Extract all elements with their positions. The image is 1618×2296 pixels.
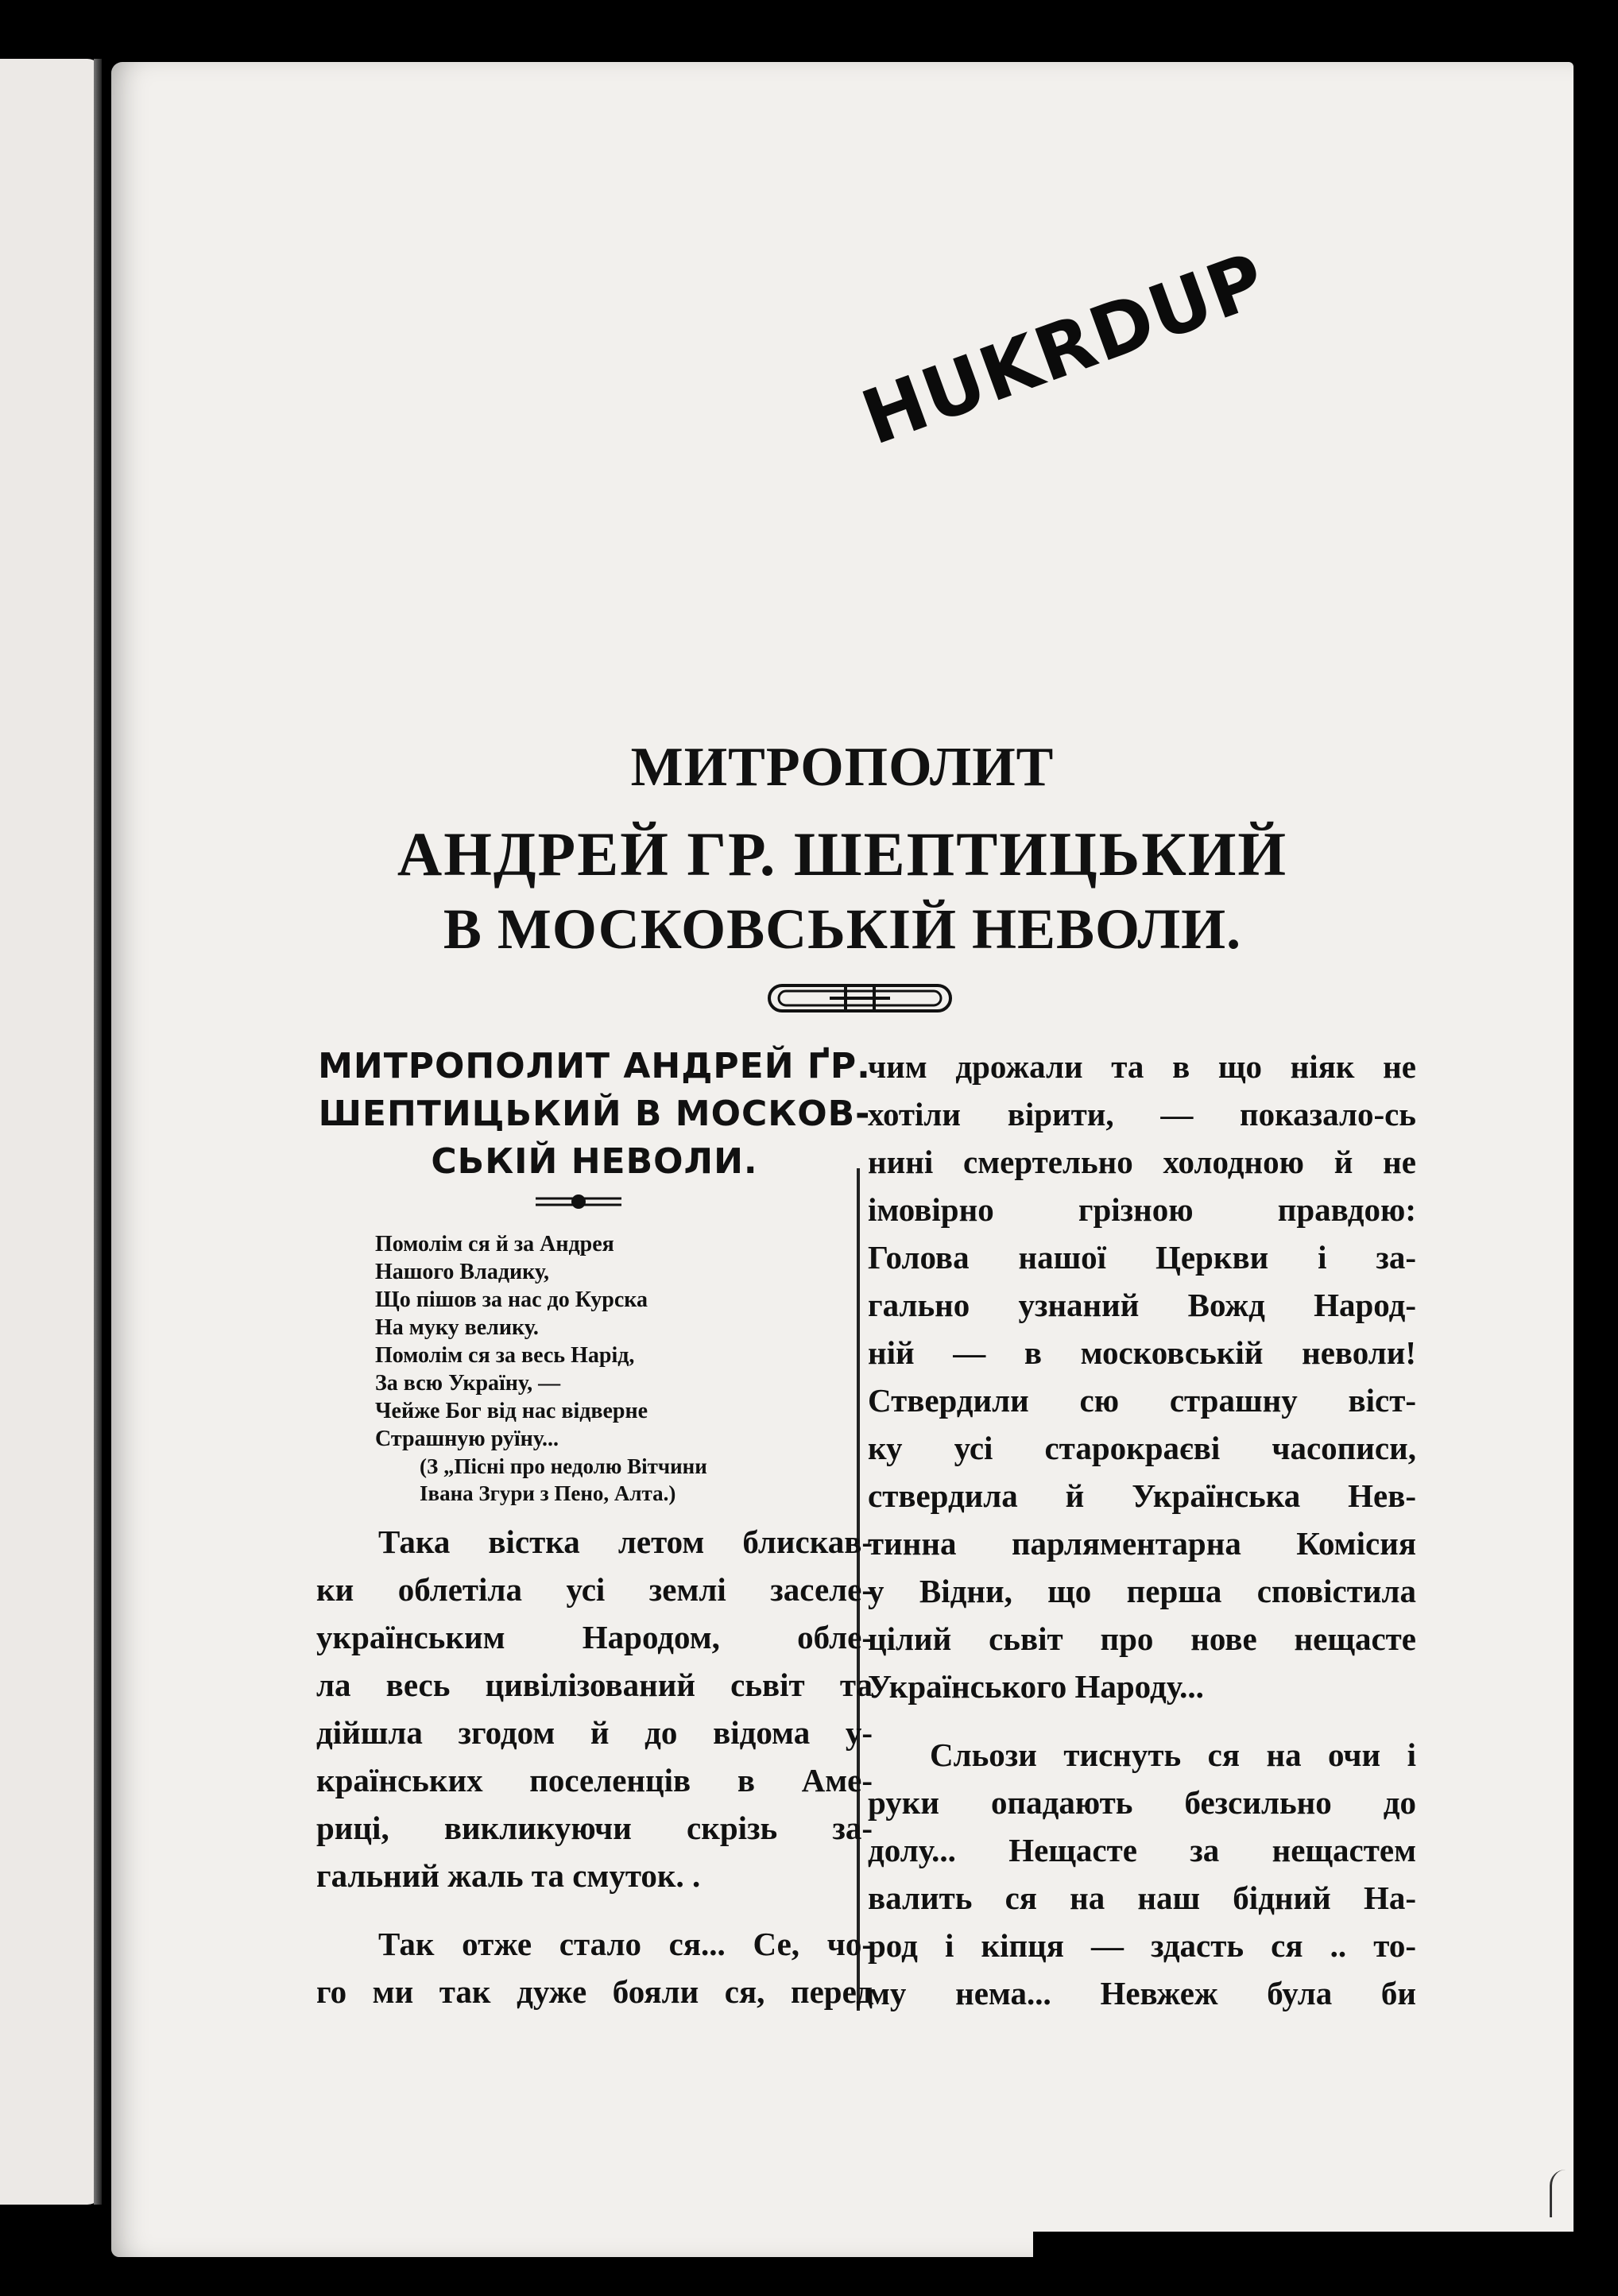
body-line: ній — в московській неволи! <box>868 1334 1416 1371</box>
page-bottom-edge <box>1033 2232 1573 2279</box>
poem-line: За всю Україну, — <box>375 1371 561 1396</box>
body-line: Так отже стало ся... Се, чо- <box>378 1926 873 1962</box>
body-line: го ми так дуже бояли ся, перед <box>316 1973 873 2010</box>
body-line: українським Народом, обле- <box>316 1619 873 1655</box>
body-line: гально узнаний Вожд Народ- <box>868 1287 1416 1323</box>
poem-line: На муку велику. <box>375 1315 539 1340</box>
body-line: країнських поселенців в Аме- <box>316 1762 873 1798</box>
page-corner-curl <box>1550 2170 1576 2217</box>
poem-line: Помолім ся за весь Нарід, <box>375 1343 635 1368</box>
body-line: тинна парляментарна Комісия <box>868 1525 1416 1562</box>
poem-line: Нашого Владику, <box>375 1260 550 1284</box>
body-line: імовірно грізною правдою: <box>868 1191 1416 1228</box>
body-line: ку усі старокраєві часописи, <box>868 1430 1416 1466</box>
body-line: риці, викликуючи скрізь за- <box>316 1810 873 1846</box>
poem-line: Що пішов за нас до Курска <box>375 1287 648 1312</box>
poem-line: Помолім ся й за Андрея <box>375 1232 614 1256</box>
left-page-edge <box>0 59 102 2205</box>
poem-line: Чейже Бог від нас відверне <box>375 1399 648 1423</box>
body-line: род і кіпця — здасть ся .. то- <box>868 1927 1416 1964</box>
body-line: Сльози тиснуть ся на очи і <box>930 1737 1416 1773</box>
body-line: ки облетіла усі землі заселе- <box>316 1571 873 1608</box>
poem-source: Івана Згури з Пено, Алта.) <box>420 1481 676 1505</box>
body-line: му нема... Невжеж була би <box>868 1975 1416 2011</box>
body-line: ствердила й Українська Нев- <box>868 1477 1416 1514</box>
body-line: Українського Народу... <box>868 1668 1204 1705</box>
body-line: долу... Нещасте за нещастем <box>868 1832 1416 1868</box>
body-line: руки опадають безсильно до <box>868 1784 1416 1821</box>
body-line: гальний жаль та смуток. . <box>316 1857 701 1894</box>
body-line: Така вістка летом блискав- <box>378 1524 873 1560</box>
body-line: валить ся на наш бідний На- <box>868 1880 1416 1916</box>
article-heading-line-2: ШЕПТИЦЬКИЙ В МОСКОВ- <box>318 1094 871 1134</box>
body-line: цілий сьвіт про нове нещасте <box>868 1620 1416 1657</box>
page-title-line-3: В МОСКОВСЬКІЙ НЕВОЛИ. <box>443 897 1242 961</box>
right-column <box>868 1043 1416 2017</box>
body-line: у Відни, що перша сповістила <box>868 1573 1416 1609</box>
title-ornament-icon <box>766 979 954 1017</box>
article-heading-line-3: СЬКІЙ НЕВОЛИ. <box>431 1141 758 1182</box>
page-title-line-2: АНДРЕЙ ГР. ШЕПТИЦЬКИЙ <box>397 819 1288 889</box>
body-line: чим дрожали та в що ніяк не <box>868 1048 1416 1085</box>
body-line: нині смертельно холодною й не <box>868 1144 1416 1180</box>
body-line: ла весь цивілізований сьвіт та <box>316 1667 873 1703</box>
body-line: хотіли вірити, — показало-сь <box>868 1096 1416 1133</box>
hukrdup-stamp: HUKRDUP <box>851 236 1278 463</box>
body-line: дійшла згодом й до відома у- <box>316 1714 873 1751</box>
body-line: Голова нашої Церкви і за- <box>868 1239 1416 1276</box>
poem-line: Страшную руїну... <box>375 1427 559 1451</box>
poem-source: (З „Пісні про недолю Вітчини <box>420 1454 707 1478</box>
page-title-line-1: МИТРОПОЛИТ <box>630 737 1055 798</box>
poem-epigraph <box>375 1230 873 1507</box>
article-heading-line-1: МИТРОПОЛИТ АНДРЕЙ ҐР. <box>318 1046 871 1086</box>
body-line: Ствердили сю страшну віст- <box>868 1382 1416 1419</box>
book-spine <box>94 59 102 2205</box>
heading-divider-icon <box>531 1192 626 1211</box>
left-column <box>316 1043 873 2015</box>
